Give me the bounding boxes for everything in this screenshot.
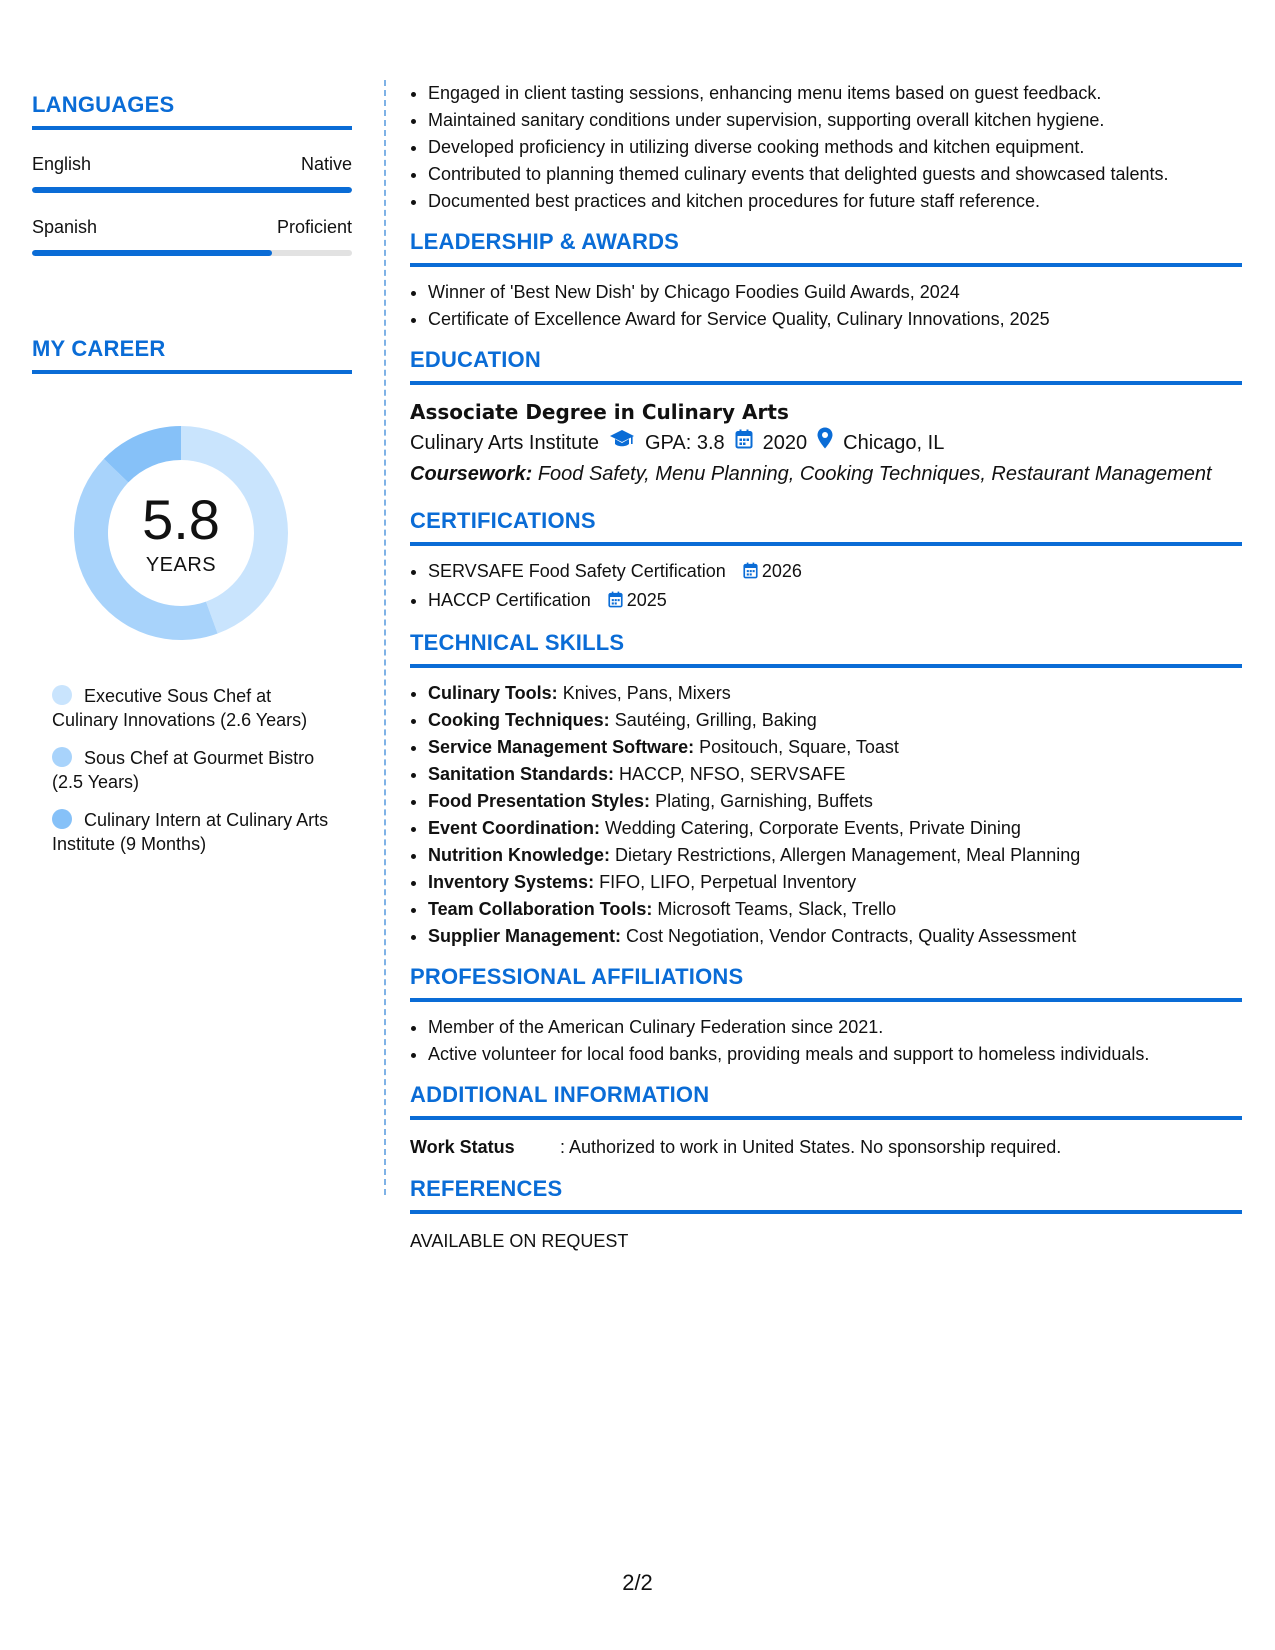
education-section [410, 347, 1242, 490]
skill-label: Event Coordination: [428, 818, 600, 838]
affiliations-section [410, 964, 1242, 1068]
career-donut-chart [66, 418, 296, 648]
career-total-value: 5.8 [142, 488, 220, 551]
legend-label: Executive Sous Chef at Culinary Innovations (2.6 Years) [52, 686, 308, 730]
education-details [410, 427, 1242, 458]
calendar-icon [608, 589, 623, 616]
coursework-value: Food Safety, Menu Planning, Cooking Techniques, Restaurant Management [537, 463, 1212, 485]
list-item [428, 788, 1242, 815]
education-location: Chicago, IL [843, 431, 945, 454]
coursework-label: Coursework: [410, 463, 533, 485]
list-item [428, 707, 1242, 734]
career-legend [52, 684, 342, 856]
left-column [32, 92, 352, 870]
education-degree: Associate Degree in Culinary Arts [410, 400, 789, 424]
skill-value: Sautéing, Grilling, Baking [614, 710, 817, 730]
skill-label: Team Collaboration Tools: [428, 899, 653, 919]
affiliations-title: PROFESSIONAL AFFILIATIONS [410, 964, 1242, 1002]
list-item: • Documented best practices and kitchen procedures for future staff reference. [428, 188, 1242, 215]
education-school: Culinary Arts Institute [410, 431, 599, 454]
legend-dot [52, 747, 72, 767]
skill-value: Plating, Garnishing, Buffets [655, 791, 873, 811]
right-column [410, 80, 1242, 1256]
list-item: • Developed proficiency in utilizing diverse cooking methods and kitchen equipment. [428, 134, 1242, 161]
legend-dot [52, 685, 72, 705]
list-item: • Engaged in client tasting sessions, enhancing menu items based on guest feedback. [428, 80, 1242, 107]
skill-label: Inventory Systems: [428, 872, 595, 892]
skill-value: Knives, Pans, Mixers [562, 683, 731, 703]
skill-label: Service Management Software: [428, 737, 695, 757]
additional-section [410, 1082, 1242, 1162]
certification-name: HACCP Certification [428, 590, 591, 610]
additional-title: ADDITIONAL INFORMATION [410, 1082, 1242, 1120]
skill-value: HACCP, NFSO, SERVSAFE [619, 764, 846, 784]
work-status-row [410, 1132, 1242, 1162]
list-item: • Certificate of Excellence Award for Service Quality, Culinary Innovations, 2025 [428, 306, 1242, 333]
skill-label: Food Presentation Styles: [428, 791, 651, 811]
language-level: Proficient [276, 217, 352, 237]
list-item [428, 869, 1242, 896]
references-section [410, 1176, 1242, 1256]
list-item [428, 761, 1242, 788]
legend-dot [52, 809, 72, 829]
list-item [428, 923, 1242, 950]
awards-section [410, 229, 1242, 333]
skill-value: Wedding Catering, Corporate Events, Private Dining [605, 818, 1021, 838]
calendar-icon [743, 560, 758, 587]
list-item [428, 558, 1242, 587]
education-coursework [410, 458, 1242, 490]
skill-label: Nutrition Knowledge: [428, 845, 610, 865]
legend-label: Sous Chef at Gourmet Bistro (2.5 Years) [52, 748, 315, 792]
list-item [428, 734, 1242, 761]
location-pin-icon [817, 427, 833, 458]
skill-label: Cooking Techniques: [428, 710, 610, 730]
skill-label: Supplier Management: [428, 926, 622, 946]
legend-item [52, 808, 342, 856]
skill-value: Microsoft Teams, Slack, Trello [657, 899, 897, 919]
skills-title: TECHNICAL SKILLS [410, 630, 1242, 668]
languages-title: LANGUAGES [32, 92, 352, 130]
language-english [32, 154, 352, 193]
list-item: • Maintained sanitary conditions under supervision, supporting overall kitchen hygiene. [428, 107, 1242, 134]
legend-label: Culinary Intern at Culinary Arts Institute (9 Months) [52, 810, 329, 854]
education-title: EDUCATION [410, 347, 1242, 385]
references-text: AVAILABLE ON REQUEST [410, 1231, 629, 1251]
career-donut-center [66, 418, 296, 648]
language-level: Native [300, 154, 352, 174]
list-item: • Contributed to planning themed culinary events that delighted guests and showcased talents. [428, 161, 1242, 188]
column-divider [384, 80, 386, 1195]
calendar-icon [735, 428, 753, 458]
list-item [428, 842, 1242, 869]
work-status-value: : Authorized to work in United States. No sponsorship required. [560, 1137, 1062, 1157]
skill-value: Dietary Restrictions, Allergen Management, Meal Planning [615, 845, 1081, 865]
certification-year: 2026 [761, 561, 802, 581]
career-total-unit: YEARS [145, 554, 217, 576]
education-year: 2020 [762, 431, 808, 454]
legend-item [52, 684, 342, 732]
awards-title: LEADERSHIP & AWARDS [410, 229, 1242, 267]
list-item [428, 587, 1242, 616]
legend-item [52, 746, 342, 794]
list-item [428, 680, 1242, 707]
skill-value: Positouch, Square, Toast [699, 737, 899, 757]
list-item: • Winner of 'Best New Dish' by Chicago Foodies Guild Awards, 2024 [428, 279, 1242, 306]
list-item: • Member of the American Culinary Federation since 2021. [428, 1014, 1242, 1041]
list-item: • Active volunteer for local food banks, providing meals and support to homeless individuals. [428, 1041, 1242, 1068]
language-proficiency-fill [32, 187, 352, 193]
certification-name: SERVSAFE Food Safety Certification [428, 561, 726, 581]
skill-label: Sanitation Standards: [428, 764, 615, 784]
skills-section [410, 630, 1242, 950]
page-number: 2/2 [622, 1570, 653, 1595]
education-gpa: GPA: 3.8 [644, 431, 725, 454]
language-spanish [32, 217, 352, 256]
language-proficiency-bar [32, 250, 352, 256]
skill-value: FIFO, LIFO, Perpetual Inventory [599, 872, 857, 892]
list-item [428, 815, 1242, 842]
skill-label: Culinary Tools: [428, 683, 558, 703]
language-proficiency-fill [32, 250, 272, 256]
language-name: English [32, 154, 92, 174]
language-name: Spanish [32, 217, 98, 237]
certifications-section [410, 508, 1242, 616]
work-status-label: Work Status [410, 1137, 515, 1157]
language-proficiency-bar [32, 187, 352, 193]
career-section [32, 336, 352, 856]
references-title: REFERENCES [410, 1176, 1242, 1214]
skill-value: Cost Negotiation, Vendor Contracts, Quality Assessment [626, 926, 1077, 946]
experience-bullets [410, 80, 1242, 215]
certification-year: 2025 [626, 590, 667, 610]
graduation-cap-icon [609, 428, 635, 458]
career-title: MY CAREER [32, 336, 352, 374]
list-item [428, 896, 1242, 923]
certifications-title: CERTIFICATIONS [410, 508, 1242, 546]
